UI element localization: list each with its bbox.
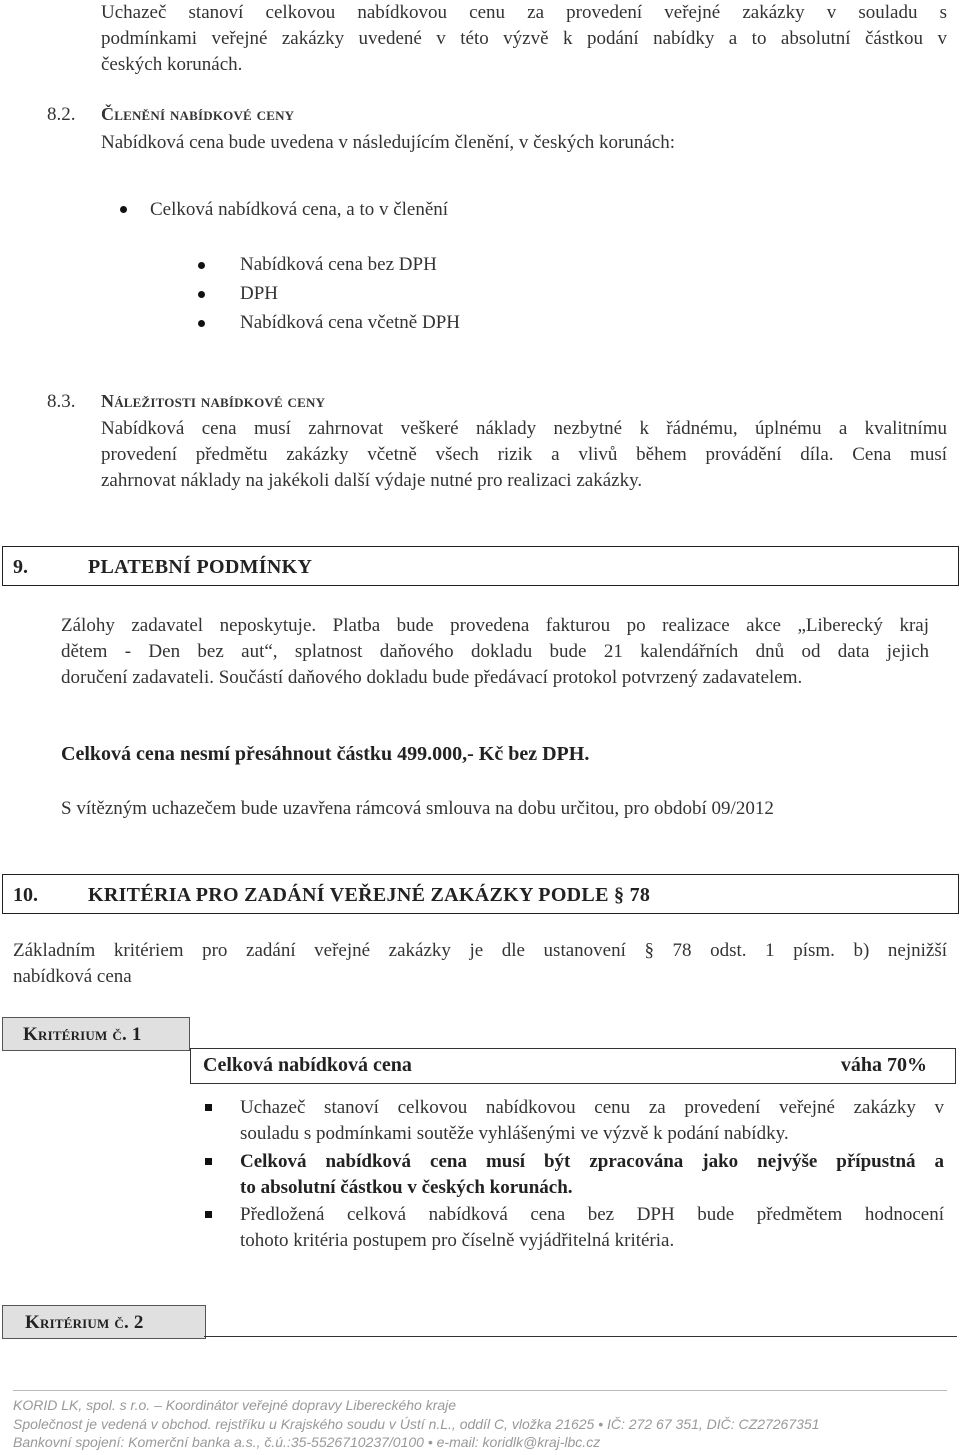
intro-line-3: českých korunách.	[101, 54, 243, 75]
criterion-1-item-1-line-1: Uchazeč stanoví celkovou nabídkovou cenu za provedení veřejné zakázky v	[240, 1097, 944, 1118]
criterion-1-weight: váha 70%	[840, 1054, 927, 1076]
bullet-dot-icon	[120, 206, 127, 213]
criterion-1-header	[190, 1048, 956, 1084]
sub-item-2: DPH	[240, 283, 279, 304]
criterion-1-item-1-line-2: souladu s podmínkami soutěže vyhlášenými ve výzvě k podání nabídky.	[240, 1123, 789, 1144]
section-8-2-number: 8.2.	[47, 104, 76, 125]
footer-line-1: KORID LK, spol. s r.o. – Koordinátor veřejné dopravy Libereckého kraje	[13, 1397, 457, 1413]
criterion-1-name: Celková nabídková cena	[203, 1054, 412, 1076]
bullet-main: Celková nabídková cena, a to v členění	[150, 199, 449, 220]
section-10-heading	[2, 874, 959, 914]
criterion-1-item-3-line-1: Předložená celková nabídková cena bez DPH bude předmětem hodnocení	[240, 1204, 944, 1225]
s9-line-3: doručení zadavateli. Součástí daňového dokladu bude předávací protokol potvrzený zadavatelem.	[61, 667, 803, 688]
section-9-number: 9.	[13, 556, 28, 578]
section-8-3-title: Náležitosti nabídkové ceny	[101, 391, 326, 411]
section-10-number: 10.	[13, 884, 38, 906]
s10-line-2: nabídková cena	[13, 966, 132, 987]
criterion-1-label: Kritérium č. 1	[23, 1024, 142, 1045]
section-8-2-text: Nabídková cena bude uvedena v následujícím členění, v českých korunách:	[101, 132, 676, 153]
criterion-2-label-box	[2, 1305, 206, 1339]
criterion-1-item-2	[240, 1149, 944, 1201]
section-10-paragraph	[13, 938, 947, 990]
section-9-heading	[2, 546, 959, 586]
footer-line-2: Společnost je vedená v obchod. rejstříku u Krajského soudu v Ústí n.L., oddíl C, vložka 21625 • IČ: 272 67 351, DIČ: CZ27267351	[13, 1416, 820, 1432]
bullet-dot-icon	[198, 262, 205, 269]
criterion-1-item-3-line-2: tohoto kritéria postupem pro číselně vyjádřitelná kritéria.	[240, 1230, 675, 1251]
section-8-3-paragraph	[101, 416, 947, 494]
s10-line-1: Základním kritériem pro zadání veřejné zakázky je dle ustanovení § 78 odst. 1 písm. b) nejnižší	[13, 940, 947, 961]
sub-item-3: Nabídková cena včetně DPH	[240, 312, 461, 333]
footer-line-3: Bankovní spojení: Komerční banka a.s., č.ú.:35-5526710237/0100 • e-mail: koridlk@kraj-lbc.cz	[13, 1434, 601, 1450]
section-8-2-title: Členění nabídkové ceny	[101, 104, 295, 124]
intro-line-2: podmínkami veřejné zakázky uvedené v této výzvě k podání nabídky a to absolutní částkou v	[101, 28, 947, 49]
s83-line-2: provedení předmětu zakázky včetně všech rizik a vlivů během provádění díla. Cena musí	[101, 444, 947, 465]
criterion-1-item-2-line-1: Celková nabídková cena musí být zpracována jako nejvýše přípustná a	[240, 1151, 944, 1172]
square-bullet-icon	[205, 1104, 212, 1111]
square-bullet-icon	[205, 1211, 212, 1218]
bullet-dot-icon	[198, 291, 205, 298]
section-9-title: PLATEBNÍ PODMÍNKY	[88, 556, 313, 578]
intro-paragraph	[101, 0, 947, 78]
criterion-2-rule	[204, 1336, 957, 1337]
criterion-1-item-3	[240, 1202, 944, 1254]
s9-line-1: Zálohy zadavatel neposkytuje. Platba bude provedena fakturou po realizace akce „Liberecký kraj	[61, 615, 929, 636]
sub-item-1: Nabídková cena bez DPH	[240, 254, 437, 275]
s83-line-3: zahrnovat náklady na jakékoli další výdaje nutné pro realizaci zakázky.	[101, 470, 643, 491]
section-8-3-number: 8.3.	[47, 391, 76, 412]
criterion-1-label-box	[2, 1017, 190, 1051]
contract-statement: S vítězným uchazečem bude uzavřena rámcová smlouva na dobu určitou, pro období 09/2012	[61, 798, 774, 819]
square-bullet-icon	[205, 1158, 212, 1165]
criterion-1-item-2-line-2: to absolutní částkou v českých korunách.	[240, 1177, 573, 1198]
intro-line-1: Uchazeč stanoví celkovou nabídkovou cenu za provedení veřejné zakázky v souladu s	[101, 2, 947, 23]
criterion-1-item-1	[240, 1095, 944, 1147]
section-10-title: KRITÉRIA PRO ZADÁNÍ VEŘEJNÉ ZAKÁZKY PODLE § 78	[88, 884, 651, 906]
s83-line-1: Nabídková cena musí zahrnovat veškeré náklady nezbytné k řádnému, úplnému a kvalitnímu	[101, 418, 947, 439]
bullet-dot-icon	[198, 320, 205, 327]
criterion-2-label: Kritérium č. 2	[25, 1312, 144, 1333]
footer-divider	[13, 1390, 947, 1391]
max-price-statement: Celková cena nesmí přesáhnout částku 499.000,- Kč bez DPH.	[61, 743, 590, 765]
section-9-paragraph	[61, 613, 929, 691]
s9-line-2: dětem - Den bez aut“, splatnost daňového dokladu bude 21 kalendářních dnů od data jejich	[61, 641, 929, 662]
